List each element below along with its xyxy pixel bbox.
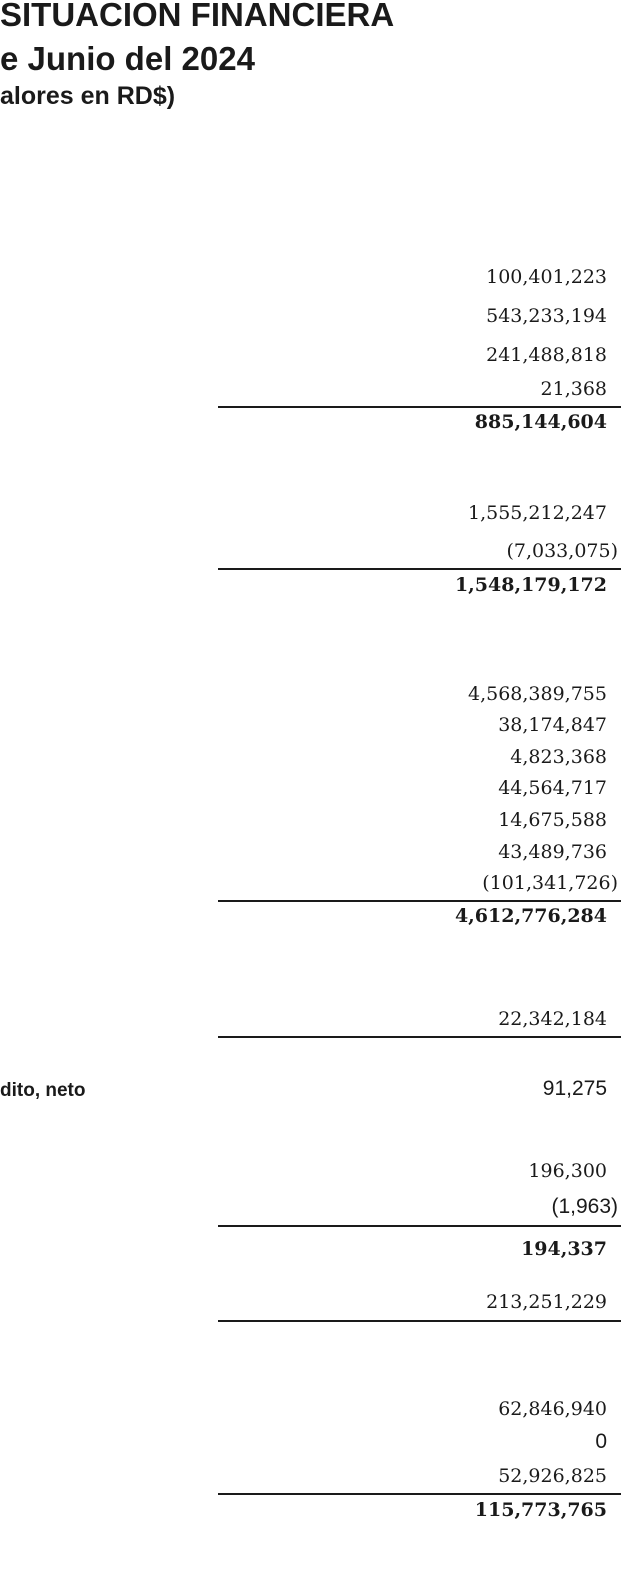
subtotal-amount: 4,612,776,284 xyxy=(454,905,607,927)
subtotal-amount: 115,773,765 xyxy=(474,1499,607,1521)
line-amount: 52,926,825 xyxy=(498,1465,607,1487)
section-rule xyxy=(218,1036,621,1038)
line-amount: 14,675,588 xyxy=(498,809,607,831)
statement-date: e Junio del 2024 xyxy=(0,40,255,77)
line-amount: (7,033,075) xyxy=(506,540,618,562)
line-amount: 44,564,717 xyxy=(498,777,607,799)
line-amount: 4,823,368 xyxy=(510,746,607,768)
line-amount: 241,488,818 xyxy=(486,344,607,366)
subtotal-amount: 1,548,179,172 xyxy=(454,574,607,596)
section-rule xyxy=(218,1320,621,1322)
subtotal-rule xyxy=(218,900,621,902)
subtotal-rule xyxy=(218,406,621,408)
statement-title: SITUACION FINANCIERA xyxy=(0,0,395,33)
line-amount: 22,342,184 xyxy=(498,1008,607,1030)
line-amount: 62,846,940 xyxy=(498,1398,607,1420)
line-amount: 38,174,847 xyxy=(498,714,607,736)
line-amount: 196,300 xyxy=(528,1160,607,1182)
line-amount: 0 xyxy=(595,1430,607,1453)
line-amount: 100,401,223 xyxy=(486,266,607,288)
subtotal-rule xyxy=(218,1493,621,1495)
subtotal-rule xyxy=(218,1225,621,1227)
line-amount: (1,963) xyxy=(551,1195,618,1218)
line-amount: (101,341,726) xyxy=(482,872,618,894)
row-label: dito, neto xyxy=(0,1080,86,1101)
statement-currency-note: alores en RD$) xyxy=(0,82,176,110)
subtotal-rule xyxy=(218,568,621,570)
subtotal-amount: 885,144,604 xyxy=(474,411,607,433)
line-amount: 91,275 xyxy=(542,1077,607,1100)
subtotal-amount: 194,337 xyxy=(521,1238,607,1260)
line-amount: 43,489,736 xyxy=(498,841,607,863)
line-amount: 543,233,194 xyxy=(486,305,607,327)
line-amount: 213,251,229 xyxy=(486,1291,607,1313)
line-amount: 4,568,389,755 xyxy=(467,683,607,705)
line-amount: 1,555,212,247 xyxy=(467,502,607,524)
line-amount: 21,368 xyxy=(540,378,607,400)
